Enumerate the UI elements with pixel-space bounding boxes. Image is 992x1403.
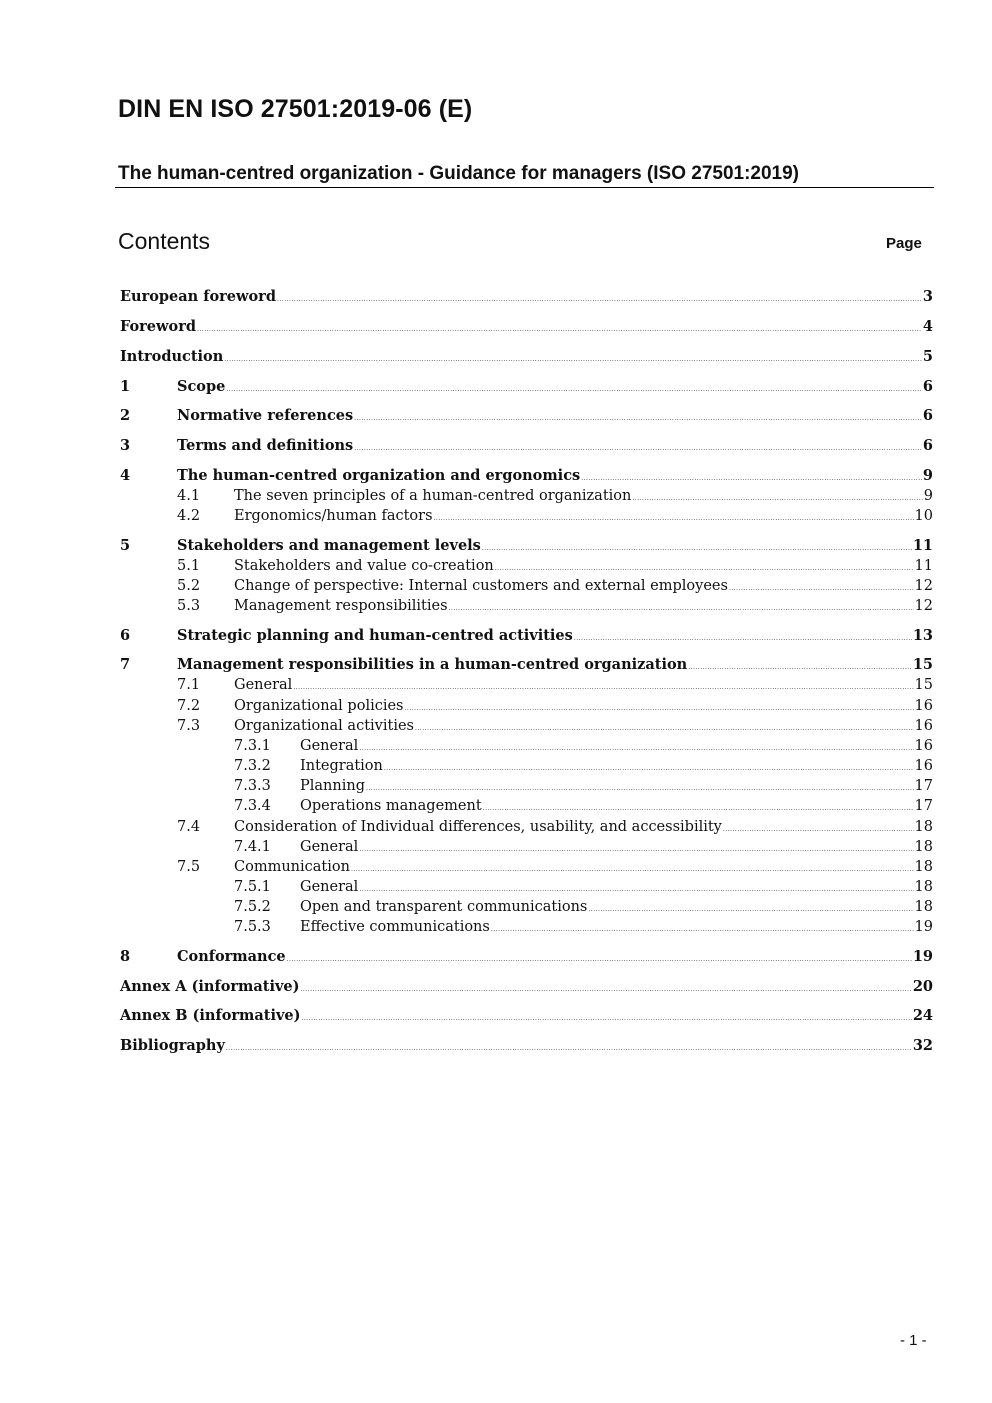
toc-dot-leader (224, 347, 922, 370)
toc-entry-number: 7.3 (177, 718, 201, 734)
toc-entry-page: 6 (922, 378, 933, 395)
document-title: DIN EN ISO 27501:2019-06 (E) (118, 95, 473, 123)
toc-entry[interactable] (120, 857, 933, 877)
toc-entry-number: 4 (120, 467, 131, 484)
toc-entry-page: 5 (922, 348, 933, 365)
toc-entry-number: 5 (120, 537, 131, 554)
toc-entry-title: Bibliography (120, 1037, 225, 1054)
toc-entry[interactable] (120, 377, 933, 397)
toc-entry-number: 7.4 (177, 819, 201, 835)
toc-entry[interactable] (120, 317, 933, 337)
toc-entry-page: 4 (922, 318, 933, 335)
toc-entry-number: 7.5.2 (234, 899, 271, 915)
toc-entry-title: Strategic planning and human-centred activities (177, 627, 573, 644)
toc-entry-title: Foreword (120, 318, 196, 335)
toc-entry[interactable] (120, 917, 933, 937)
toc-entry-number: 5.2 (177, 578, 201, 594)
toc-entry-number: 4.1 (177, 488, 201, 504)
toc-dot-leader (354, 406, 922, 429)
toc-entry-page: 12 (914, 598, 933, 614)
toc-dot-leader (449, 596, 914, 619)
toc-entry[interactable] (120, 596, 933, 616)
toc-entry-title: The seven principles of a human-centred organization (234, 488, 632, 504)
toc-entry-page: 15 (914, 677, 933, 693)
toc-entry-title: Stakeholders and value co-creation (234, 558, 494, 574)
toc-entry-page: 9 (923, 488, 933, 504)
toc-dot-leader (293, 675, 913, 698)
toc-entry[interactable] (120, 1036, 933, 1056)
toc-entry-title: Annex B (informative) (120, 1007, 301, 1024)
toc-entry-page: 11 (912, 537, 933, 554)
toc-entry-page: 16 (914, 718, 933, 734)
page-number: - 1 - (900, 1332, 927, 1349)
toc-dot-leader (301, 1006, 911, 1029)
toc-entry[interactable] (120, 736, 933, 756)
toc-entry-number: 1 (120, 378, 131, 395)
toc-entry[interactable] (120, 576, 933, 596)
toc-entry[interactable] (120, 675, 933, 695)
toc-entry-number: 7.1 (177, 677, 201, 693)
toc-entry-page: 17 (914, 778, 933, 794)
toc-entry-page: 16 (914, 698, 933, 714)
toc-entry-page: 24 (912, 1007, 933, 1024)
toc-entry[interactable] (120, 486, 933, 506)
toc-entry-number: 5.3 (177, 598, 201, 614)
toc-entry-title: Annex A (informative) (120, 978, 300, 995)
toc-entry-title: Ergonomics/human factors (234, 508, 433, 524)
toc-entry-title: General (234, 677, 293, 693)
toc-entry-page: 32 (912, 1037, 933, 1054)
toc-entry-title: Planning (300, 778, 365, 794)
toc-entry[interactable] (120, 877, 933, 897)
toc-entry-number: 6 (120, 627, 131, 644)
toc-entry-number: 7.2 (177, 698, 201, 714)
toc-entry-number: 7.5.1 (234, 879, 271, 895)
toc-entry[interactable] (120, 287, 933, 307)
toc-entry-title: Terms and definitions (177, 437, 354, 454)
toc-entry-number: 7.3.2 (234, 758, 271, 774)
toc-entry-title: General (300, 738, 359, 754)
toc-entry-number: 7.5.3 (234, 919, 271, 935)
toc-entry-title: Organizational policies (234, 698, 404, 714)
toc-entry-page: 10 (914, 508, 933, 524)
toc-entry-title: Management responsibilities in a human-centred organization (177, 656, 688, 673)
toc-entry-title: Scope (177, 378, 226, 395)
toc-entry-title: Management responsibilities (234, 598, 448, 614)
toc-entry-number: 2 (120, 407, 131, 424)
toc-entry-number: 7.4.1 (234, 839, 271, 855)
toc-entry-page: 19 (914, 919, 933, 935)
toc-entry[interactable] (120, 897, 933, 917)
toc-entry[interactable] (120, 817, 933, 837)
toc-entry-number: 8 (120, 948, 131, 965)
toc-entry[interactable] (120, 756, 933, 776)
toc-entry-title: Open and transparent communications (300, 899, 588, 915)
toc-entry-page: 12 (914, 578, 933, 594)
toc-entry[interactable] (120, 436, 933, 456)
toc-entry[interactable] (120, 655, 933, 675)
toc-dot-leader (226, 1036, 912, 1059)
toc-entry-page: 13 (912, 627, 933, 644)
toc-entry-page: 18 (914, 879, 933, 895)
toc-dot-leader (226, 377, 922, 400)
toc-entry[interactable] (120, 506, 933, 526)
toc-entry-page: 18 (914, 819, 933, 835)
toc-entry-page: 3 (922, 288, 933, 305)
toc-dot-leader (277, 287, 922, 310)
toc-entry-title: Integration (300, 758, 383, 774)
toc-entry[interactable] (120, 776, 933, 796)
toc-entry-page: 19 (912, 948, 933, 965)
toc-entry-title: Consideration of Individual differences, usability, and accessibility (234, 819, 722, 835)
toc-entry-page: 18 (914, 859, 933, 875)
toc-entry[interactable] (120, 347, 933, 367)
toc-entry-number: 7 (120, 656, 131, 673)
toc-entry[interactable] (120, 796, 933, 816)
toc-entry-page: 9 (922, 467, 933, 484)
toc-entry-page: 17 (914, 798, 933, 814)
toc-entry-page: 16 (914, 758, 933, 774)
toc-entry[interactable] (120, 947, 933, 967)
toc-entry-page: 18 (914, 839, 933, 855)
toc-entry-number: 7.3.3 (234, 778, 271, 794)
toc-entry-page: 15 (912, 656, 933, 673)
toc-entry-title: Communication (234, 859, 350, 875)
toc-entry-title: Normative references (177, 407, 354, 424)
toc-entry-title: Introduction (120, 348, 224, 365)
subtitle-divider (115, 187, 934, 188)
toc-entry-title: Effective communications (300, 919, 490, 935)
toc-entry-page: 6 (922, 407, 933, 424)
toc-entry-page: 11 (914, 558, 933, 574)
toc-entry-page: 20 (912, 978, 933, 995)
toc-entry[interactable] (120, 977, 933, 997)
toc-entry[interactable] (120, 556, 933, 576)
toc-entry-page: 16 (914, 738, 933, 754)
toc-entry-title: Stakeholders and management levels (177, 537, 481, 554)
toc-entry[interactable] (120, 626, 933, 646)
toc-dot-leader (434, 506, 914, 529)
toc-dot-leader (354, 436, 922, 459)
toc-dot-leader (300, 977, 911, 1000)
toc-entry-number: 5.1 (177, 558, 201, 574)
toc-entry[interactable] (120, 466, 933, 486)
toc-entry-title: General (300, 879, 359, 895)
toc-entry-number: 7.3.4 (234, 798, 271, 814)
toc-dot-leader (287, 947, 912, 970)
document-subtitle: The human-centred organization - Guidance for managers (ISO 27501:2019) (118, 163, 800, 184)
page-column-heading: Page (886, 235, 922, 252)
toc-entry-page: 18 (914, 899, 933, 915)
toc-entry-title: Organizational activities (234, 718, 414, 734)
toc-entry-number: 3 (120, 437, 131, 454)
toc-entry-title: General (300, 839, 359, 855)
toc-dot-leader (491, 917, 914, 940)
toc-entry-title: The human-centred organization and ergonomics (177, 467, 581, 484)
toc-entry[interactable] (120, 536, 933, 556)
toc-dot-leader (574, 626, 912, 649)
toc-entry[interactable] (120, 837, 933, 857)
toc-entry-title: Operations management (300, 798, 482, 814)
toc-dot-leader (197, 317, 922, 340)
contents-heading: Contents (118, 228, 211, 254)
toc-entry[interactable] (120, 716, 933, 736)
toc-entry[interactable] (120, 1006, 933, 1026)
toc-entry-page: 6 (922, 437, 933, 454)
toc-dot-leader (483, 796, 914, 819)
toc-entry-number: 7.3.1 (234, 738, 271, 754)
toc-entry-title: Conformance (177, 948, 286, 965)
toc-entry-number: 4.2 (177, 508, 201, 524)
toc-entry-title: European foreword (120, 288, 276, 305)
toc-entry[interactable] (120, 696, 933, 716)
toc-entry-number: 7.5 (177, 859, 201, 875)
toc-entry[interactable] (120, 406, 933, 426)
toc-entry-title: Change of perspective: Internal customers and external employees (234, 578, 728, 594)
